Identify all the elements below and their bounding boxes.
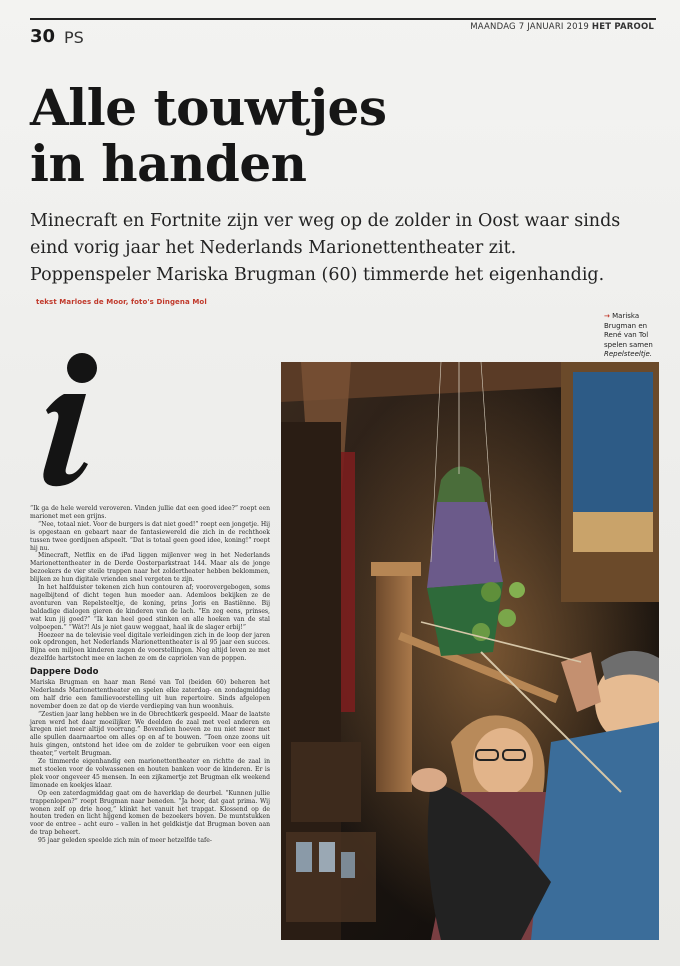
article-photo: [281, 362, 659, 940]
paragraph: “Ik ga de hele wereld veroveren. Vinden jullie dat een goed idee?” roept een marionet met een grijns.: [30, 505, 270, 520]
paragraph: Minecraft, Netflix en de iPad liggen mijlenver weg in het Nederlands Marionettentheater in de Derde Oosterparkstraat 144. Maar als de jonge bezoekers de vier steile trappen naar het zoldertheater hebben beklommen, blijken ze hun digitale vrienden snel vergeten te zijn.: [30, 552, 270, 584]
article-body: [30, 505, 270, 845]
lede: [30, 208, 630, 316]
paper-name: HET PAROOL: [591, 22, 654, 32]
paragraph: In het halfduister tekenen zich hun contouren af; voorovergebogen, soms nagelbijtend of dicht tegen hun moeder aan. Ademloos bekijken ze de avonturen van Repelsteeltje, de koning, prins Joris en Bastiënne. Bij baldadige dialogen gieren de kinderen van de lach. “En zeg eens, prinses, wat kun jij goed?” “Ik kan heel goed stinken en alle hoeken van de stal volpoepen.” “Wát?! Als je niet gauw weggaat, haal ik de slager erbij!”: [30, 584, 270, 631]
puppeteers-photo-illustration: [281, 362, 659, 940]
dateline: [470, 22, 654, 32]
publication-date: MAANDAG 7 JANUARI 2019: [470, 22, 589, 32]
photo-caption: [604, 312, 666, 360]
paragraph: “Zestien jaar lang hebben we in de Obrechtkerk gespeeld. Maar de laatste jaren werd het daar moeilijker. We deelden de zaal met veel anderen en kregen niet meer altijd voorrang.” Bovendien hoeven ze nu niet meer met alle spullen daarnaartoe om alles op en af te bouwen. “Toen onze zoons uit huis gingen, ontstond het idee om de zolder te gebruiken voor een eigen theater,” vertelt Brugman.: [30, 710, 270, 758]
caption-arrow-icon: →: [604, 312, 610, 320]
initial-i-icon: [30, 350, 110, 490]
caption-title: Repelsteeltje.: [604, 350, 653, 358]
caption-text: Mariska Brugman en René van Tol spelen samen: [604, 312, 653, 349]
page-number: 30: [30, 26, 56, 47]
section-label: PS: [64, 28, 84, 47]
paragraph: Mariska Brugman en haar man René van Tol (beiden 60) beheren het Nederlands Marionettentheater en spelen elke zaterdag- en zondagmiddag om half drie een familievoorstelling uit hun repertoire. Sinds afgelopen november doen ze dat op de vierde verdieping van hun woonhuis.: [30, 679, 270, 710]
paragraph: 95 jaar geleden speelde zich min of meer hetzelfde tafe-: [38, 837, 212, 845]
paragraph: Ze timmerde eigenhandig een marionettentheater en richtte de zaal in met stoelen voor de volwassenen en houten banken voor de kinderen. Er is plek voor ongeveer 45 mensen. In een zijkamertje zet Brugman elk weekend limonade en koekjes klaar.: [30, 758, 270, 789]
headline-line-1: Alle touwtjes: [30, 78, 387, 137]
paragraph: Op een zaterdagmiddag gaat om de haverklap de deurbel. “Kunnen jullie trappenlopen?” roept Brugman naar beneden. “Ja hoor, dat gaat prima. Wij wonen zelf op drie hoog,” klinkt het vanuit het trapgat. Klossend op de houten treden en licht hijgend komen de bezoekers boven. De muntstukken voor de entree – acht euro – vallen in het geldkistje dat Brugman boven aan de trap beheert.: [30, 789, 270, 837]
drop-initial: [30, 350, 110, 490]
headline: [30, 80, 550, 192]
lede-text: Minecraft en Fortnite zijn ver weg op de zolder in Oost waar sinds eind vorig jaar het Nederlands Marionettentheater zit. Poppenspeler Mariska Brugman (60) timmerde het eigenhandig.: [30, 211, 621, 285]
header-rule: [30, 18, 656, 20]
paragraph: Hoezeer na de televisie veel digitale verleidingen zich in de loop der jaren ook opdrongen, het Nederlands Marionettentheater is al 95 jaar een succes. Bijna een miljoen kinderen zagen de voorstellingen. Nog altijd leven ze met dezelfde hartstocht mee en lachen ze om de capriolen van de poppen.: [30, 631, 270, 663]
byline-credit: tekst Marloes de Moor, foto's Dingena Mol: [36, 298, 207, 306]
paragraph: “Nee, totaal niet. Voor de burgers is dat niet goed!” roept een jongetje. Hij is opgestaan en gebaart naar de fantasiewereld die zich in de rechthoek tussen twee gordijnen afspeelt. “Dat is totaal geen goed idee, koning!” roept hij nu.: [30, 520, 270, 552]
subhead: Dappere Dodo: [30, 667, 99, 678]
headline-line-2: in handen: [30, 134, 307, 193]
